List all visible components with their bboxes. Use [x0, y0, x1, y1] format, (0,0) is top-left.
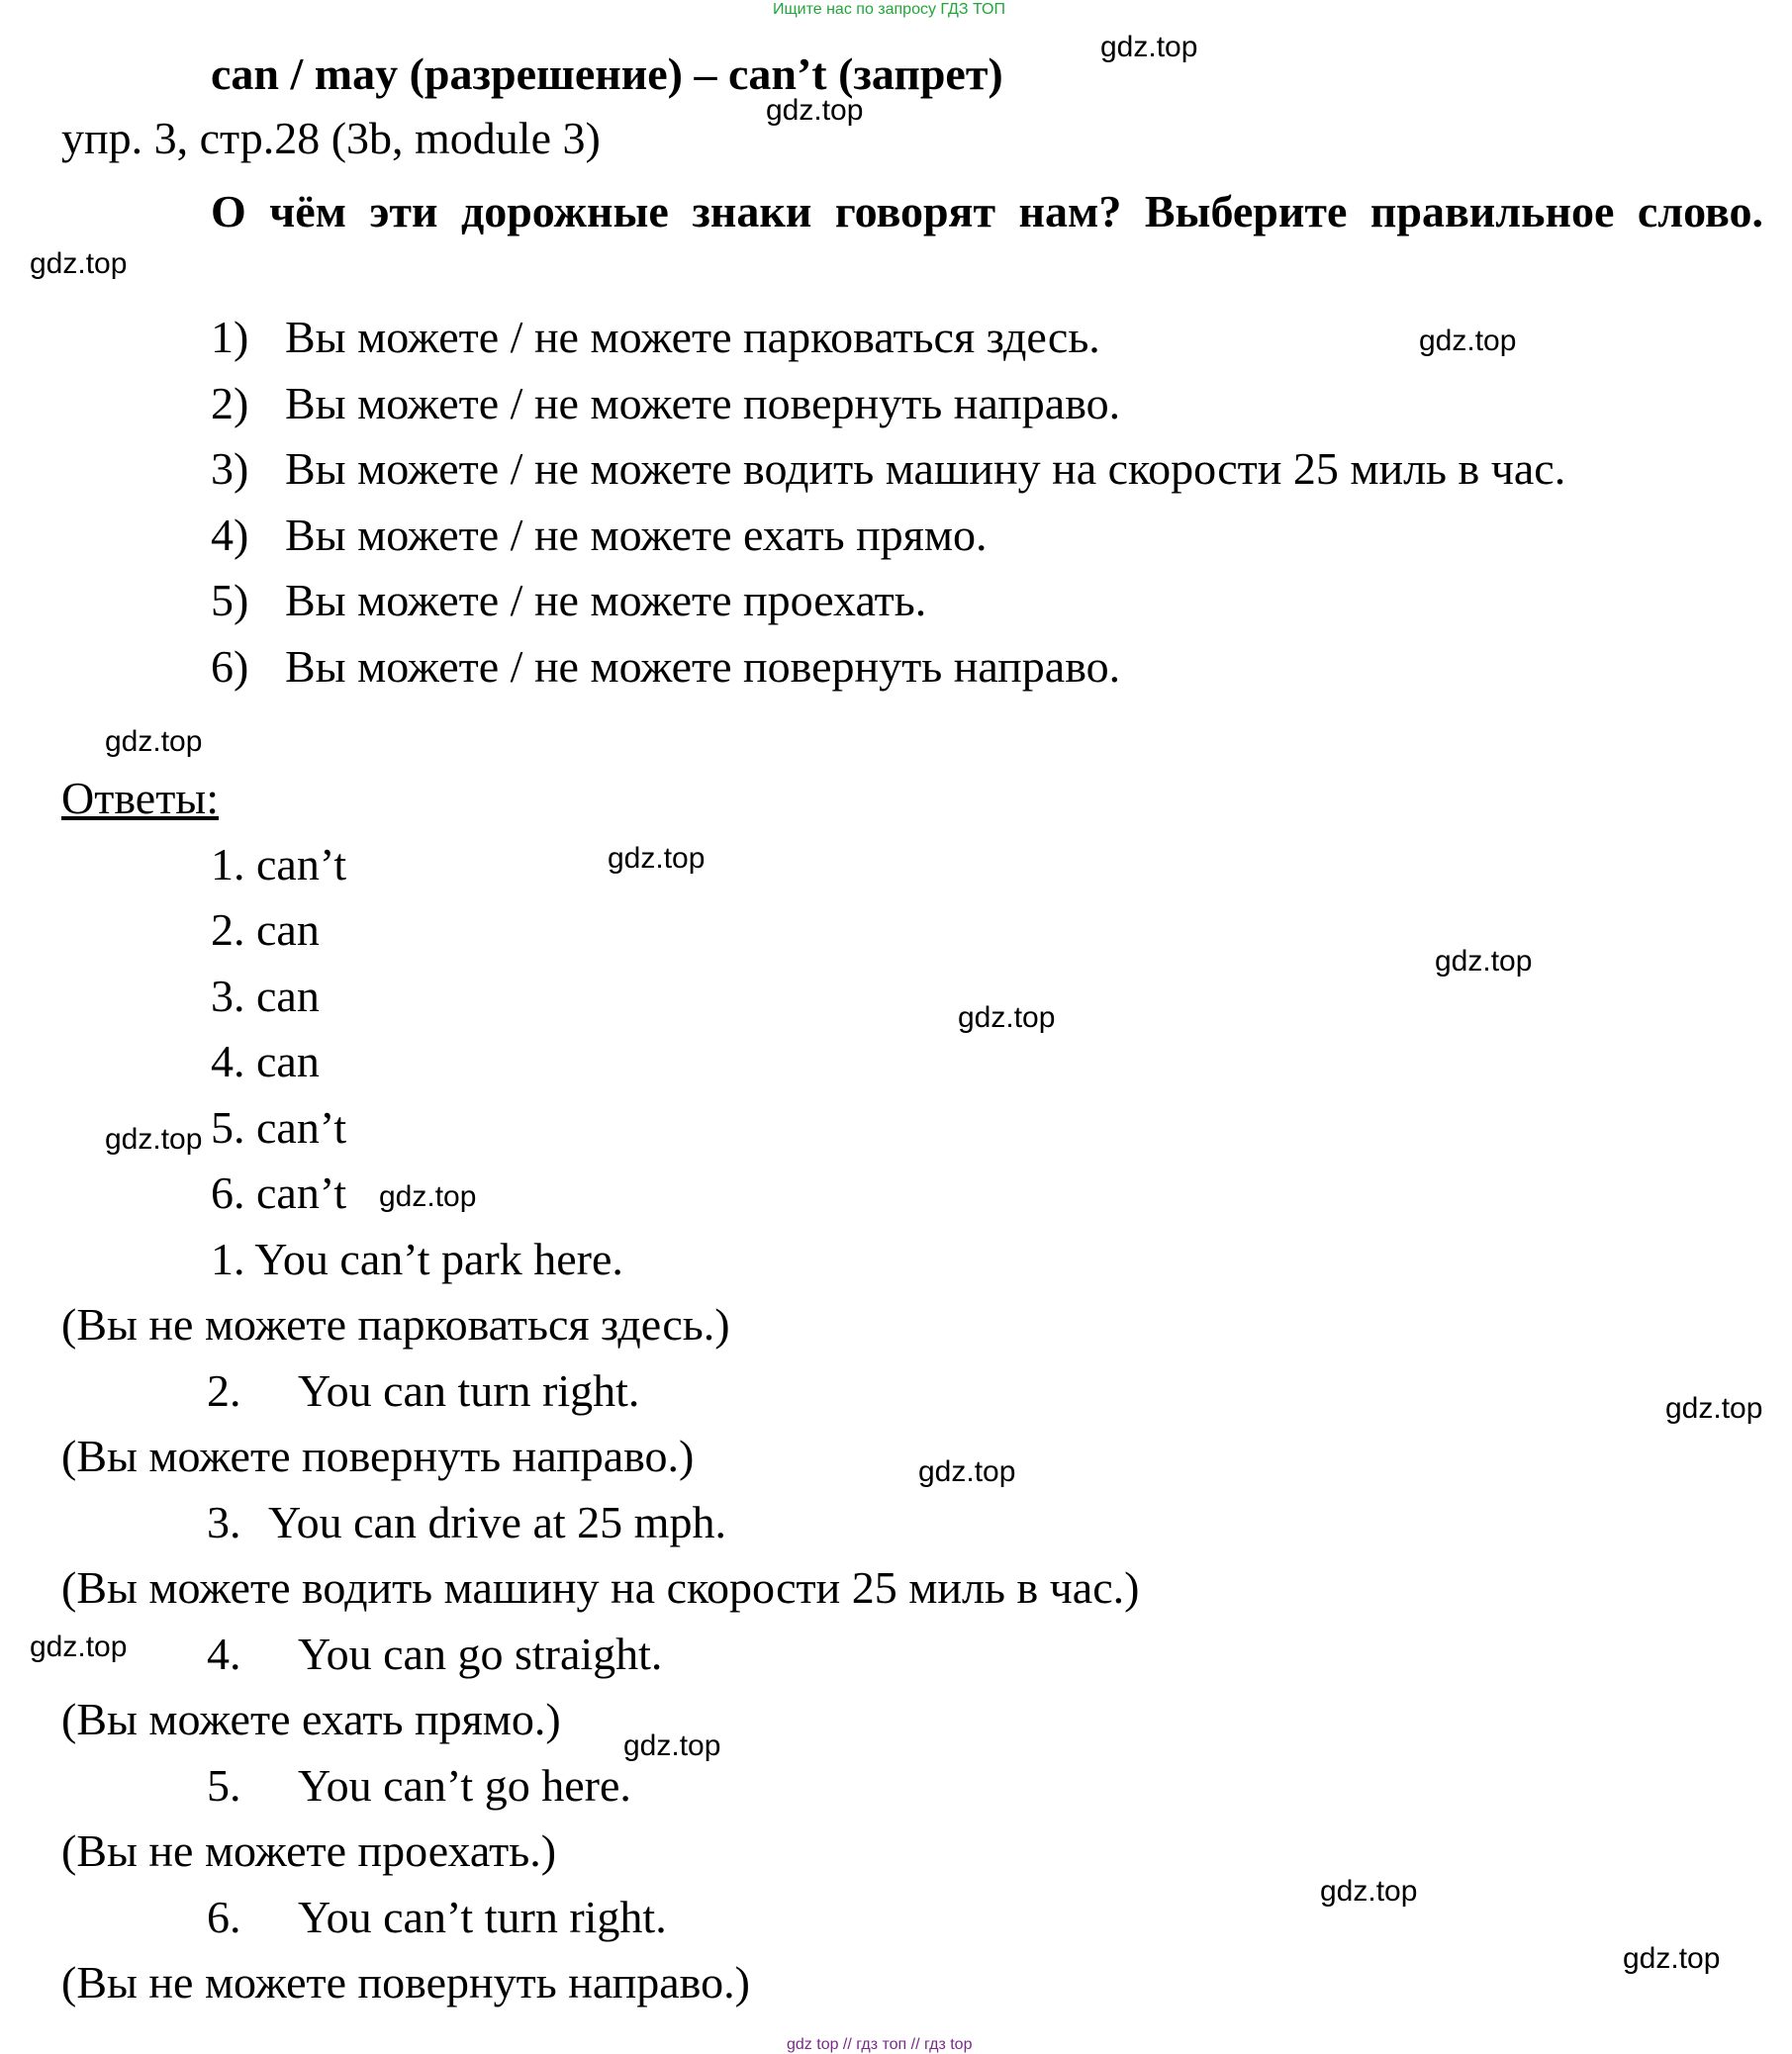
- short-answer: 4. can: [211, 1036, 320, 1086]
- watermark: gdz.top: [918, 1455, 1016, 1488]
- watermark: gdz.top: [30, 1631, 128, 1663]
- watermark: gdz.top: [105, 725, 203, 758]
- question-item: [211, 443, 1566, 494]
- question-number: 3): [211, 443, 249, 494]
- question-item: [211, 510, 988, 560]
- full-answer-english: [207, 1892, 667, 1942]
- watermark: gdz.top: [608, 842, 706, 875]
- answer-sentence: You can turn right.: [298, 1365, 640, 1416]
- watermark: gdz.top: [766, 94, 864, 127]
- short-answer: 3. can: [211, 971, 320, 1021]
- full-answer-english: [211, 1234, 623, 1284]
- task-instruction: О чём эти дорожные знаки говорят нам? Выберите правильное слово.: [211, 186, 1763, 236]
- watermark: gdz.top: [1320, 1875, 1418, 1908]
- question-text: Вы можете / не можете водить машину на скорости 25 миль в час.: [285, 443, 1566, 494]
- question-number: 5): [211, 575, 249, 625]
- watermark: gdz.top: [1435, 945, 1533, 978]
- answer-sentence: You can go straight.: [298, 1629, 663, 1679]
- short-answer: 1. can’t: [211, 839, 347, 889]
- footer-links: gdz top // гдз топ // гдз top: [787, 2036, 973, 2053]
- question-number: 1): [211, 312, 249, 362]
- question-text: Вы можете / не можете повернуть направо.: [285, 378, 1121, 428]
- question-text: Вы можете / не можете ехать прямо.: [285, 510, 988, 560]
- full-answer-translation: (Вы можете повернуть направо.): [61, 1431, 695, 1481]
- full-answer-translation: (Вы можете водить машину на скорости 25 миль в час.): [61, 1562, 1140, 1613]
- full-answer-translation: (Вы не можете повернуть направо.): [61, 1957, 750, 2007]
- page-title: can / may (разрешение) – can’t (запрет): [211, 48, 1003, 99]
- full-answer-translation: (Вы не можете парковаться здесь.): [61, 1299, 730, 1350]
- question-text: Вы можете / не можете проехать.: [285, 575, 927, 625]
- watermark: gdz.top: [30, 247, 128, 280]
- full-answer-english: [207, 1497, 726, 1547]
- full-answer-translation: (Вы можете ехать прямо.): [61, 1694, 561, 1744]
- answers-heading: Ответы:: [61, 773, 219, 823]
- watermark: gdz.top: [379, 1180, 477, 1213]
- watermark: gdz.top: [1419, 325, 1517, 357]
- answer-number: 4.: [207, 1629, 241, 1679]
- answer-number: 1.: [211, 1234, 245, 1284]
- question-number: 6): [211, 641, 249, 692]
- answer-number: 6.: [207, 1892, 241, 1942]
- question-item: [211, 575, 927, 625]
- answer-sentence: You can’t turn right.: [298, 1892, 667, 1942]
- full-answer-english: [207, 1760, 631, 1811]
- exercise-reference: упр. 3, стр.28 (3b, module 3): [61, 113, 601, 163]
- watermark: gdz.top: [623, 1729, 721, 1762]
- watermark: gdz.top: [105, 1123, 203, 1156]
- question-text: Вы можете / не можете повернуть направо.: [285, 641, 1121, 692]
- question-item: [211, 312, 1100, 362]
- short-answer: 6. can’t: [211, 1167, 347, 1218]
- question-text: Вы можете / не можете парковаться здесь.: [285, 312, 1100, 362]
- short-answer: 2. can: [211, 904, 320, 955]
- watermark: gdz.top: [1623, 1942, 1721, 1975]
- answer-number: 2.: [207, 1365, 241, 1416]
- question-item: [211, 641, 1121, 692]
- answer-sentence: You can’t park here.: [254, 1234, 623, 1284]
- answer-number: 3.: [207, 1497, 241, 1547]
- full-answer-translation: (Вы не можете проехать.): [61, 1825, 557, 1876]
- watermark: gdz.top: [958, 1001, 1056, 1034]
- answer-sentence: You can drive at 25 mph.: [268, 1497, 726, 1547]
- full-answer-english: [207, 1365, 640, 1416]
- answer-sentence: You can’t go here.: [298, 1760, 631, 1811]
- question-number: 2): [211, 378, 249, 428]
- watermark: gdz.top: [1100, 31, 1198, 63]
- full-answer-english: [207, 1629, 663, 1679]
- watermark: gdz.top: [1665, 1392, 1763, 1425]
- question-item: [211, 378, 1121, 428]
- top-search-note: Ищите нас по запросу ГДЗ ТОП: [773, 1, 1005, 18]
- short-answer: 5. can’t: [211, 1102, 347, 1153]
- question-number: 4): [211, 510, 249, 560]
- answer-number: 5.: [207, 1760, 241, 1811]
